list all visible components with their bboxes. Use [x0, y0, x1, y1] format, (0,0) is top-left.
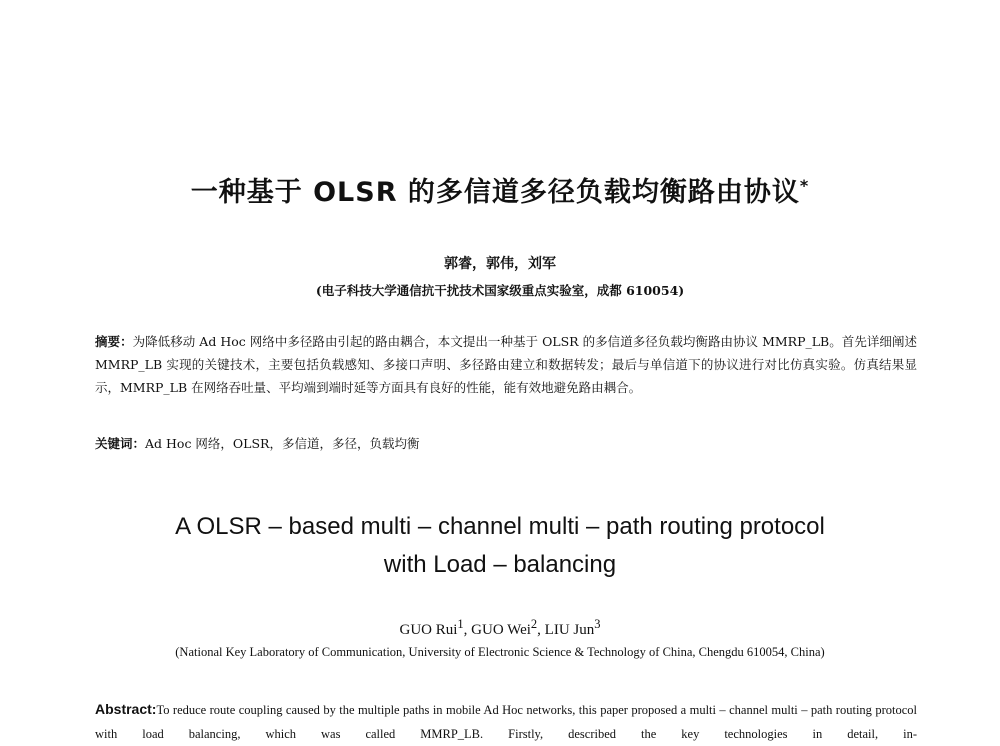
chinese-affiliation: (电子科技大学通信抗干扰技术国家级重点实验室，成都 610054)	[315, 283, 685, 298]
english-abstract	[95, 697, 917, 746]
author-3: LIU Jun	[544, 622, 595, 638]
author-2: GUO Wei	[471, 622, 531, 638]
author-2-sup: 2	[530, 617, 538, 631]
chinese-authors: 郭睿，郭伟，刘军	[444, 256, 556, 272]
chinese-abstract	[95, 330, 917, 399]
english-title-line-1: A OLSR – based multi – channel multi – path routing protocol	[175, 513, 825, 540]
english-abstract-text: To reduce route coupling caused by the multiple paths in mobile Ad Hoc networks, this paper proposed a multi – channel multi – path routing protocol with load balancing, which was called MMRP_LB. Firstly, described the key technologies in detail, in-	[95, 703, 917, 741]
chinese-keywords-label: 关键词：	[95, 436, 146, 451]
chinese-keywords	[95, 433, 917, 455]
chinese-title	[0, 170, 1000, 209]
english-title	[0, 508, 1000, 584]
chinese-keywords-text: Ad Hoc 网络，OLSR，多信道，多径，负载均衡	[145, 436, 420, 451]
chinese-abstract-label: 摘要：	[95, 334, 133, 349]
author-1-sup: 1	[457, 617, 464, 631]
title-footnote-mark: *	[799, 176, 810, 195]
english-affiliation: (National Key Laboratory of Communication, University of Electronic Science & Technology of China, Chengdu 610054, China)	[175, 645, 825, 659]
author-1: GUO Rui	[399, 622, 458, 638]
chinese-abstract-text: 为降低移动 Ad Hoc 网络中多径路由引起的路由耦合，本文提出一种基于 OLSR 的多信道多径负载均衡路由协议 MMRP_LB。首先详细阐述 MMRP_LB 实现的关键技术，主要包括负载感知、多接口声明、多径路由建立和数据转发；最后与单信道下的协议进行对比仿真实验。仿真结果显示，MMRP_LB 在网络吞吐量、平均端到端时延等方面具有良好的性能，能有效地避免路由耦合。	[95, 334, 917, 395]
english-title-line-2: with Load – balancing	[383, 551, 617, 578]
english-abstract-label: Abstract:	[95, 701, 157, 717]
english-authors: GUO Rui$^1$, GUO Wei$^2$, LIU Jun$^3$	[399, 617, 601, 638]
author-3-sup: 3	[594, 617, 601, 631]
chinese-title-text: 一种基于 OLSR 的多信道多径负载均衡路由协议	[190, 177, 800, 208]
